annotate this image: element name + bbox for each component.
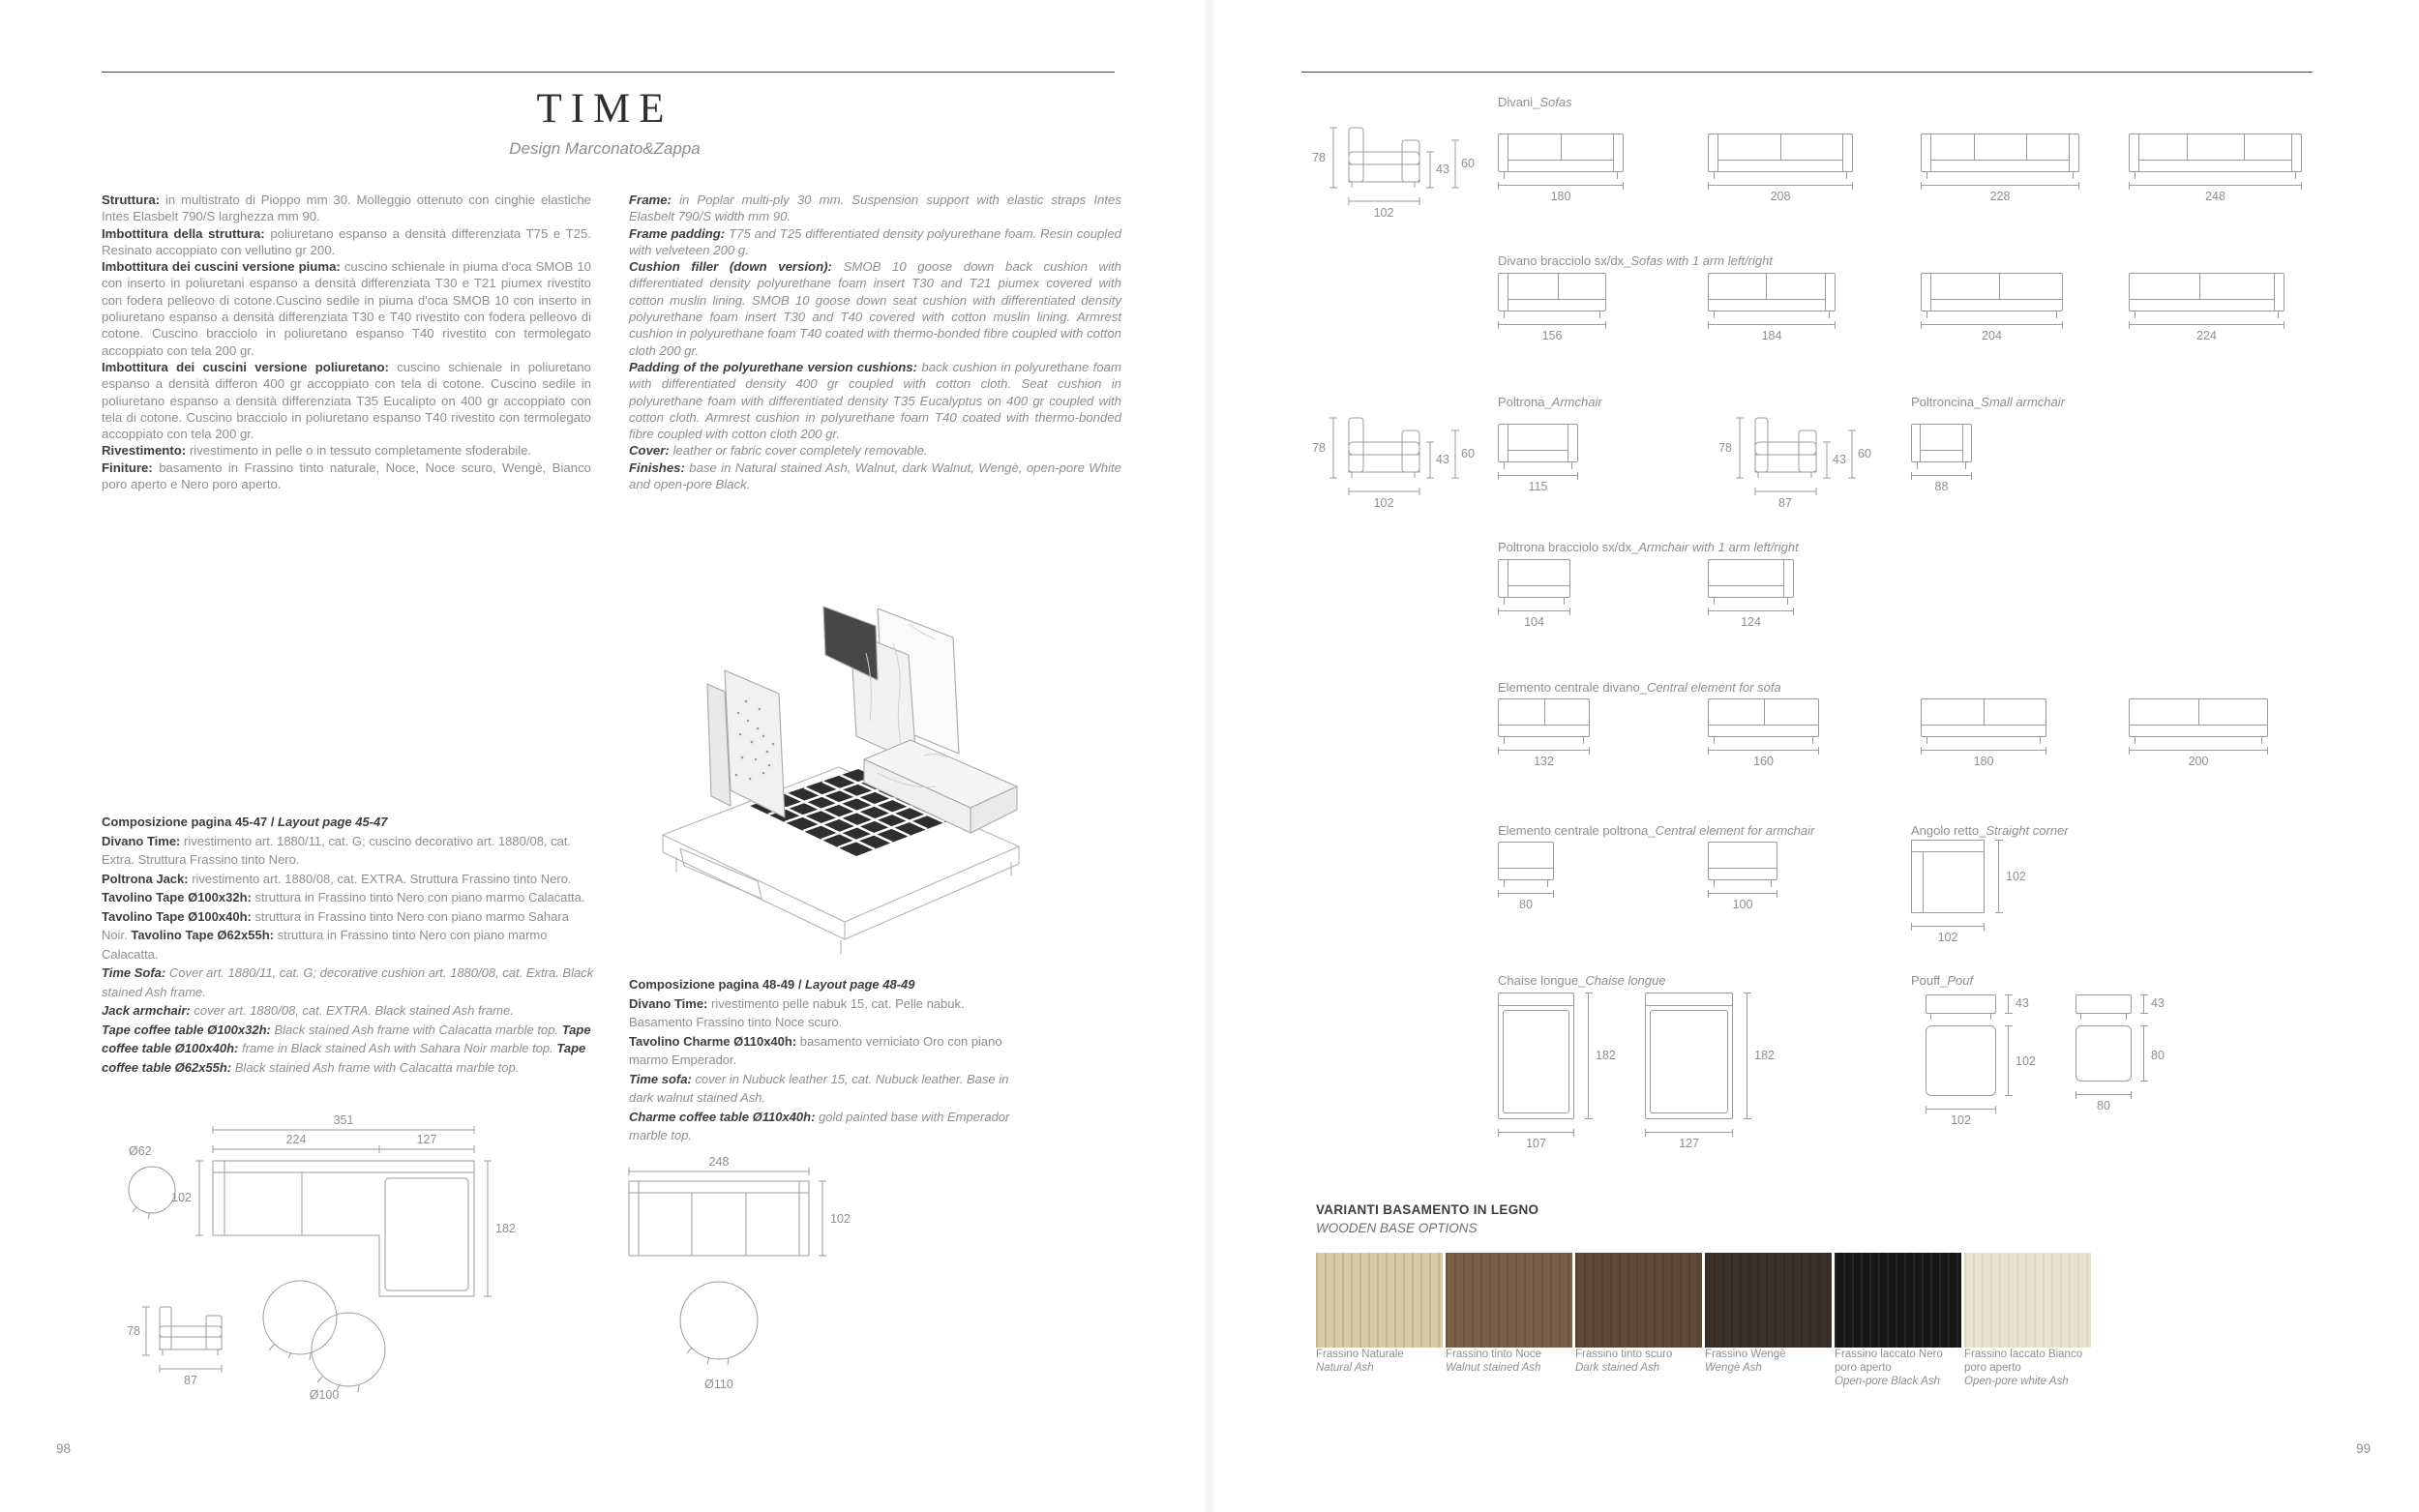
dim-chaise-depth: 182 <box>495 1222 516 1235</box>
swatch-walnut-ash <box>1446 1253 1572 1388</box>
dim-tables: Ø100 <box>309 1388 340 1402</box>
spec-text: in multistrato di Pioppo mm 30. Molleggio ottenuto con cinghie elastiche Intes Elasbelt 790/S larghezza mm 90. <box>102 193 591 224</box>
dim-width: 115 <box>1528 480 1548 493</box>
spec-paragraph <box>629 225 1121 259</box>
dim-sofa-depth: 102 <box>830 1212 851 1226</box>
element-front-icon <box>1498 698 1590 737</box>
composition-45-47 <box>102 813 597 1077</box>
page-title: TIME <box>536 86 673 132</box>
swatch-name-en: Dark stained Ash <box>1575 1362 1660 1374</box>
text-line: Tavolino Tape Ø100x32h: struttura in Frassino tinto Nero con piano marmo Calacatta. Tavolino Tape Ø100x40h: struttura in Frassino tinto Nero con piano marmo Sahara Noir. Tavolino Tape Ø62x55h: struttura in Frassino tinto Nero con piano marmo Calacatta. <box>102 890 585 962</box>
text-line: Tape coffee table Ø100x32h: Black stained Ash frame with Calacatta marble top. Tape coffee table Ø100x40h: frame in Black stained Ash with Sahara Noir marble top. Tape coffee table Ø62x55h: Black stained Ash frame with Calacatta marble top. <box>102 1022 591 1075</box>
dim-table: Ø110 <box>704 1378 733 1391</box>
dimension-line <box>1645 1132 1733 1133</box>
dimension-line <box>1498 1132 1574 1133</box>
header <box>363 85 847 159</box>
spec-paragraph <box>102 359 591 442</box>
dimension-line <box>1708 750 1819 751</box>
spec-paragraph <box>102 225 591 259</box>
spec-text: cuscino schienale in poliuretano espanso a densità differon 400 gr accoppiato con tela di cotone. Cuscino sedile in poliuretano espanso a densità differenziata T35 Eucalipto on 400 gr accoppiato con tela di cotone. Cuscino bracciolo in poliuretano espanso T40 rivestito con termolegato accoppiato con tela 200 gr. <box>102 359 591 442</box>
dimension-line <box>1588 993 1589 1119</box>
dim-width: 156 <box>1541 329 1563 342</box>
dim-height: 43 <box>2151 996 2165 1010</box>
dim-sofa-width: 224 <box>285 1133 307 1146</box>
dim-width: 80 <box>2097 1099 2110 1112</box>
swatch-black-ash <box>1835 1253 1961 1388</box>
dim-width: 160 <box>1753 755 1774 768</box>
dim-small-table: Ø62 <box>129 1144 152 1158</box>
swatch-name-en: Wengè Ash <box>1705 1362 1762 1374</box>
spec-paragraph <box>629 442 1121 459</box>
spec-paragraph <box>102 192 591 225</box>
dim-width: 200 <box>2188 755 2209 768</box>
spec-label: Frame: <box>629 193 672 207</box>
dimension-line <box>1498 324 1606 325</box>
swatch-name-en: Open-pore Black Ash <box>1835 1376 1940 1387</box>
chaise-107-diagram <box>1498 993 1616 1150</box>
dimension-line <box>2129 185 2302 186</box>
dimension-line <box>1498 185 1624 186</box>
text-line: Composizione pagina 45-47 / Layout page 45-47 <box>102 815 388 829</box>
element-front-icon <box>1708 842 1777 880</box>
spec-label: Imbottitura dei cuscini versione piuma: <box>102 259 341 275</box>
dim-width: 104 <box>1524 615 1544 629</box>
spec-paragraph <box>629 258 1121 359</box>
header-rule-right <box>1301 72 2313 73</box>
spec-text: SMOB 10 goose down back cushion with differentiated density polyurethane foam insert T30 and T21 piumex covered with cotton muslin lining. SMOB 10 goose down seat cushion with differentiated density polyurethane foam insert T30 and T40 covered with cotton muslin lining. Armrest cushion in polyurethane foam T40 coated with thermo-bonded fibre coupled with cotton cloth 200 gr. <box>629 259 1121 358</box>
spec-label: Rivestimento: <box>102 443 187 459</box>
dimension-line <box>1498 893 1554 894</box>
section-title-armchair: Poltrona_Armchair <box>1498 395 1602 409</box>
sofa-front-icon <box>1921 133 2079 172</box>
specs-italian <box>102 192 591 492</box>
specs-english <box>629 192 1121 492</box>
dim-armchair-height: 78 <box>127 1324 140 1338</box>
sofa-180-diagram <box>1498 133 1624 203</box>
section-title-central-armchair: Elemento centrale poltrona_Central element for armchair <box>1498 823 1815 838</box>
sofa-front-icon <box>2129 273 2285 311</box>
base-options-title-en: WOODEN BASE OPTIONS <box>1316 1221 1478 1235</box>
dim-width: 102 <box>1951 1113 1971 1127</box>
armchair-front-icon <box>1708 559 1794 598</box>
sofa-228-diagram <box>1921 133 2079 203</box>
pouf-side-icon <box>2076 994 2132 1014</box>
text-line: Time sofa: cover in Nubuck leather 15, cat. Nubuck leather. Base in dark walnut stained Ash. <box>629 1071 1009 1105</box>
central-element-132-diagram <box>1498 698 1590 768</box>
central-armchair-100-diagram <box>1708 842 1777 911</box>
swatch-row <box>1316 1253 2264 1388</box>
section-title-corner: Angolo retto_Straight corner <box>1911 823 2069 838</box>
spec-label: Struttura: <box>102 193 161 207</box>
dim-width: 88 <box>1934 480 1949 493</box>
dim-depth: 102 <box>2016 1054 2036 1068</box>
dim-depth: 182 <box>1596 1049 1616 1062</box>
dimension-line <box>1708 324 1836 325</box>
armchair-front-icon <box>1498 559 1570 598</box>
design-credit: Design Marconato&Zappa <box>509 139 701 158</box>
sofa-side-view-diagram <box>1306 120 1492 222</box>
spec-label: Imbottitura della struttura: <box>102 225 265 241</box>
section-title-armchair-1arm: Poltrona bracciolo sx/dx_Armchair with 1 arm left/right <box>1498 540 1799 554</box>
armchair-front-icon <box>1911 424 1972 462</box>
spec-paragraph <box>102 460 591 493</box>
text-line: Charme coffee table Ø110x40h: gold painted base with Emperador marble top. <box>629 1109 1010 1142</box>
element-front-icon <box>1498 842 1554 880</box>
armchair-front-icon <box>1498 424 1578 462</box>
page-number-left: 98 <box>56 1441 72 1456</box>
spec-text: T75 and T25 differentiated density polyurethane foam. Resin coupled with velveteen 200 g. <box>629 225 1121 257</box>
dimension-line <box>2008 994 2009 1014</box>
central-element-180-diagram <box>1921 698 2046 768</box>
dimension-line <box>1708 610 1794 611</box>
swatch-natural-ash <box>1316 1253 1443 1388</box>
spec-label: Cover: <box>629 443 670 459</box>
section-title-chaise: Chaise longue_Chaise longue <box>1498 973 1666 988</box>
spec-label: Finishes: <box>629 460 685 475</box>
sofa-construction-illustration <box>634 527 1050 972</box>
dimension-line <box>1498 610 1570 611</box>
page-fold <box>1203 0 1216 1512</box>
text-line: Jack armchair: cover art. 1880/08, cat. EXTRA. Black stained Ash frame. <box>102 1003 514 1018</box>
dim-height: 43 <box>2016 996 2029 1010</box>
small-armchair-side-view-diagram <box>1713 410 1883 513</box>
section-title-sofas: Divani_Sofas <box>1498 95 1572 109</box>
swatch-name-it: Frassino laccato Bianco poro aperto <box>1964 1349 2083 1374</box>
swatch-name-it: Frassino tinto Noce <box>1446 1349 1542 1360</box>
spec-label: Frame padding: <box>629 225 726 241</box>
text-line: Divano Time: rivestimento pelle nabuk 15, cat. Pelle nabuk. Basamento Frassino tinto Noce scuro. <box>629 995 965 1029</box>
header-rule-left <box>102 72 1115 73</box>
swatch-name-en: Open-pore white Ash <box>1964 1376 2069 1387</box>
dim-width: 204 <box>1982 329 2002 342</box>
dimension-line <box>2129 324 2285 325</box>
dimension-line <box>1498 475 1578 476</box>
dim-width: 248 <box>2205 190 2225 203</box>
spec-label: Cushion filler (down version): <box>629 259 832 275</box>
swatch-name-it: Frassino Wengè <box>1705 1349 1786 1360</box>
text-line: Composizione pagina 48-49 / Layout page 48-49 <box>629 977 915 992</box>
swatch-name-it: Frassino laccato Nero poro aperto <box>1835 1349 1943 1374</box>
layout-plan-45-47 <box>102 1112 585 1403</box>
dim-seat-height: 43 <box>1436 163 1449 176</box>
dim-width: 224 <box>2196 329 2217 342</box>
spec-label: Padding of the polyurethane version cushions: <box>629 359 918 374</box>
dim-depth: 80 <box>2151 1049 2165 1062</box>
dim-width: 127 <box>1679 1137 1699 1150</box>
dim-seat-height: 43 <box>1833 453 1846 466</box>
swatch-color <box>1964 1253 2091 1348</box>
armchair-side-view-diagram <box>1306 410 1492 513</box>
page-right <box>1210 0 2419 1512</box>
dim-sofa-width: 248 <box>708 1156 730 1169</box>
spec-paragraph <box>102 258 591 359</box>
central-element-160-diagram <box>1708 698 1819 768</box>
spec-text: basamento in Frassino tinto naturale, Noce, Noce scuro, Wengè, Bianco poro aperto e Nero poro aperto. <box>102 460 592 492</box>
spec-text: leather or fabric cover completely removable. <box>672 443 928 459</box>
text-line: Tavolino Charme Ø110x40h: basamento verniciato Oro con piano marmo Emperador. <box>629 1033 1002 1067</box>
sofa-248-diagram <box>2129 133 2302 203</box>
sofa-front-icon <box>1498 273 1606 311</box>
sofa-1arm-204-diagram <box>1921 273 2063 342</box>
spec-text: rivestimento in pelle o in tessuto completamente sfoderabile. <box>189 443 532 459</box>
swatch-color <box>1316 1253 1443 1348</box>
sofa-1arm-224-diagram <box>2129 273 2285 342</box>
dim-height: 78 <box>1312 151 1326 164</box>
swatch-name-en: Natural Ash <box>1316 1362 1374 1374</box>
pouf-side-icon <box>1926 994 1996 1014</box>
dimension-line <box>2076 1094 2132 1095</box>
swatch-white-ash <box>1964 1253 2091 1388</box>
dimension-line <box>2143 1025 2144 1082</box>
dimension-line <box>1911 926 1985 927</box>
dim-width: 107 <box>1526 1137 1546 1150</box>
sofa-1arm-156-diagram <box>1498 273 1606 342</box>
dim-armchair-depth: 87 <box>184 1374 197 1387</box>
dim-depth: 102 <box>1373 206 1394 220</box>
spec-text: in Poplar multi-ply 30 mm. Suspension support with elastic straps Intes Elasbelt 790/S width mm 90. <box>629 193 1121 224</box>
spec-label: Imbottitura dei cuscini versione poliuretano: <box>102 359 389 374</box>
layout-plan-48-49 <box>619 1156 890 1398</box>
sofa-1arm-184-diagram <box>1708 273 1836 342</box>
swatch-name-en: Walnut stained Ash <box>1446 1362 1541 1374</box>
dimension-line <box>1911 475 1972 476</box>
dim-width: 180 <box>1550 190 1571 203</box>
dim-depth: 87 <box>1778 496 1792 510</box>
dim-width: 80 <box>1519 898 1533 911</box>
element-front-icon <box>2129 698 2268 737</box>
dim-seat-height: 43 <box>1436 453 1449 466</box>
spec-label: Finiture: <box>102 460 153 475</box>
base-options <box>1316 1202 2264 1388</box>
sofa-front-icon <box>1708 133 1853 172</box>
dim-height: 78 <box>1312 441 1326 455</box>
composition-48-49 <box>629 975 1018 1145</box>
armchair-1arm-104-diagram <box>1498 559 1570 629</box>
pouf-plan-icon <box>2076 1025 2132 1082</box>
sofa-front-icon <box>2129 133 2302 172</box>
dimension-line <box>1921 750 2046 751</box>
swatch-name-it: Frassino Naturale <box>1316 1349 1404 1360</box>
dim-total-width: 351 <box>333 1113 354 1127</box>
pouf-plan-icon <box>1926 1025 1996 1096</box>
dim-depth: 182 <box>1754 1049 1775 1062</box>
dim-width: 184 <box>1761 329 1782 342</box>
spec-text: back cushion in polyurethane foam with differentiated density 400 gr coupled with cotton cloth. Seat cushion in polyurethane foam with differentiated density T35 Eucalyptus on 400 gr coupled with cotton cloth. Armrest cushion in polyurethane foam T40 coated with thermo-bonded fibre coupled with cotton cloth 200 gr. <box>629 359 1121 442</box>
dim-chaise-width: 127 <box>416 1133 437 1146</box>
dim-height: 78 <box>1718 441 1732 455</box>
chaise-127-diagram <box>1645 993 1775 1150</box>
spec-paragraph <box>629 359 1121 442</box>
spec-paragraph <box>629 460 1121 493</box>
page-number-right: 99 <box>2356 1441 2372 1456</box>
dim-arm-height: 60 <box>1858 447 1871 460</box>
dimension-line <box>2008 1025 2009 1096</box>
sofa-front-icon <box>1921 273 2063 311</box>
dimension-line <box>1708 893 1777 894</box>
dimension-line <box>1926 1109 1996 1110</box>
dimension-line <box>1498 750 1590 751</box>
small-armchair-88-diagram <box>1911 424 1972 493</box>
dim-width: 228 <box>1989 190 2011 203</box>
dim-width: 180 <box>1973 755 1994 768</box>
sofa-front-icon <box>1498 133 1624 172</box>
armchair-115-diagram <box>1498 424 1578 493</box>
dim-depth: 102 <box>2006 870 2026 883</box>
text-line: Time Sofa: Cover art. 1880/11, cat. G; decorative cushion art. 1880/08, cat. Extra. Black stained Ash frame. <box>102 965 594 999</box>
central-armchair-80-diagram <box>1498 842 1554 911</box>
pouf-80-diagram <box>2076 994 2165 1112</box>
dim-depth: 102 <box>1373 496 1394 510</box>
armchair-1arm-124-diagram <box>1708 559 1794 629</box>
dimension-line <box>1921 324 2063 325</box>
section-title-sofas-1arm: Divano bracciolo sx/dx_Sofas with 1 arm left/right <box>1498 253 1773 268</box>
dim-arm-height: 60 <box>1461 157 1475 170</box>
section-title-central-sofa: Elemento centrale divano_Central element for sofa <box>1498 680 1781 695</box>
sofa-front-icon <box>1708 273 1836 311</box>
dim-width: 100 <box>1732 898 1753 911</box>
spec-text: cuscino schienale in piuma d'oca SMOB 10 con inserto in poliuretani espanso a densità differenziata T30 e T21 piumex rivestito con fodera pelleovo di cotone.Cuscino sedile in piuma d'oca SMOB 10 con inserto in poliuretano espanso a densità differenziata T30 e T40 rivestito con fodera pelleovo di cotone. Cuscino bracciolo in poliuretano espanso T40 rivestito con termolegato accoppiato con tela 200 gr. <box>102 259 592 358</box>
swatch-wenge-ash <box>1705 1253 1832 1388</box>
chaise-plan-icon <box>1645 993 1733 1119</box>
swatch-name-it: Frassino tinto scuro <box>1575 1349 1673 1360</box>
chaise-plan-icon <box>1498 993 1574 1119</box>
dim-width: 102 <box>1937 931 1958 944</box>
dim-width: 132 <box>1534 755 1554 768</box>
section-title-pouf: Pouff_Pouf <box>1911 973 1974 988</box>
dimension-line <box>1998 840 1999 913</box>
sofa-208-diagram <box>1708 133 1853 203</box>
corner-plan-icon <box>1911 840 1985 913</box>
spec-text: poliuretano espanso a densità differenziata T75 e T25. Resinato accoppiato con vellutino gr 200. <box>102 225 591 257</box>
pouf-102-diagram <box>1926 994 2036 1127</box>
swatch-dark-ash <box>1575 1253 1702 1388</box>
dimension-line <box>2129 750 2268 751</box>
dimension-line <box>1921 185 2079 186</box>
central-element-200-diagram <box>2129 698 2268 768</box>
spec-text: base in Natural stained Ash, Walnut, dark Walnut, Wengè, open-pore White and open-pore Black. <box>629 460 1121 492</box>
swatch-color <box>1835 1253 1961 1348</box>
element-front-icon <box>1708 698 1819 737</box>
dim-arm-height: 60 <box>1461 447 1475 460</box>
section-title-small-armchair: Poltroncina_Small armchair <box>1911 395 2065 409</box>
swatch-color <box>1705 1253 1832 1348</box>
text-line: Divano Time: rivestimento art. 1880/11, cat. G; cuscino decorativo art. 1880/08, cat. Extra. Struttura Frassino tinto Nero. <box>102 833 572 867</box>
dim-width: 124 <box>1741 615 1761 629</box>
dim-width: 208 <box>1770 190 1791 203</box>
text-line: Poltrona Jack: rivestimento art. 1880/08, cat. EXTRA. Struttura Frassino tinto Nero. <box>102 871 572 886</box>
dimension-line <box>1708 185 1853 186</box>
spec-paragraph <box>102 442 591 459</box>
base-options-title-it: VARIANTI BASAMENTO IN LEGNO <box>1316 1202 1539 1217</box>
corner-element-diagram <box>1911 840 2026 944</box>
swatch-color <box>1575 1253 1702 1348</box>
element-front-icon <box>1921 698 2046 737</box>
dimension-line <box>2143 994 2144 1014</box>
spec-paragraph <box>629 192 1121 225</box>
dim-depth: 102 <box>171 1191 192 1204</box>
swatch-color <box>1446 1253 1572 1348</box>
